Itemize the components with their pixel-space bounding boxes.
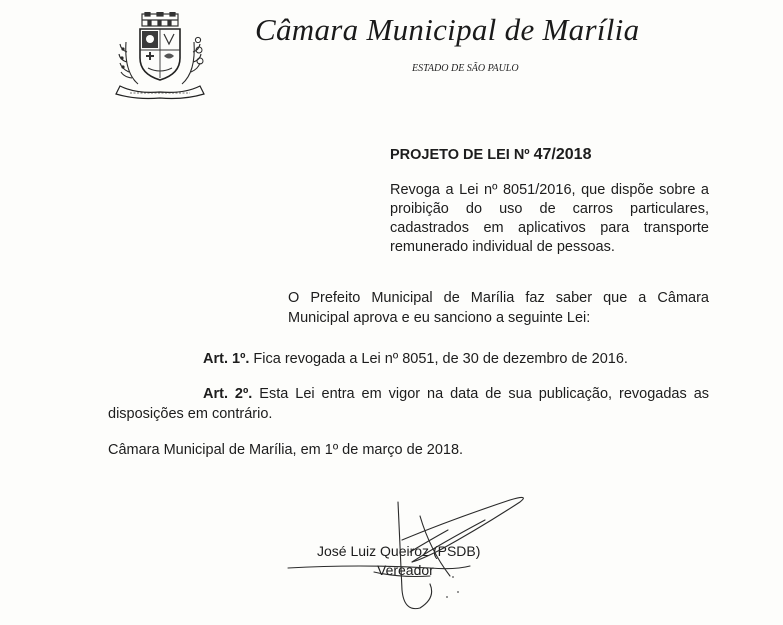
article-1 <box>203 350 628 370</box>
signatory-name: José Luiz Queiroz (PSDB) <box>317 543 481 559</box>
enactment-clause: O Prefeito Municipal de Marília faz saber que a Câmara Municipal aprova e eu sanciono a seguinte Lei: <box>288 290 709 326</box>
article-1-text: Fica revogada a Lei nº 8051, de 30 de dezembro de 2016. <box>249 351 628 367</box>
article-1-label: Art. 1º. <box>203 351 250 367</box>
bill-summary: Revoga a Lei nº 8051/2016, que dispõe sobre a proibição do uso de carros particulares, cadastrados em aplicativos para transporte remunerado individual de pessoas. <box>390 182 709 255</box>
ink-dot <box>457 591 459 593</box>
closing-line: Câmara Municipal de Marília, em 1º de março de 2018. <box>108 442 464 458</box>
bill-number: 47/2018 <box>533 146 592 163</box>
article-2-label: Art. 2º. <box>203 386 253 402</box>
bill-title-label: PROJETO DE LEI Nº <box>390 147 530 163</box>
handwritten-signature-icon <box>280 480 540 620</box>
state-line: ESTADO DE SÃO PAULO <box>412 63 519 74</box>
article-2-text: Esta Lei entra em vigor na data de sua publicação, revogadas as disposições em contrário. <box>108 386 710 422</box>
signatory-role: Vereador <box>377 562 434 578</box>
ink-dot <box>446 596 448 598</box>
coat-of-arms-icon <box>112 12 208 100</box>
bill-title <box>390 146 591 164</box>
article-2 <box>108 385 709 424</box>
institution-name: Câmara Municipal de Marília <box>255 12 640 47</box>
ink-dot <box>452 576 454 578</box>
